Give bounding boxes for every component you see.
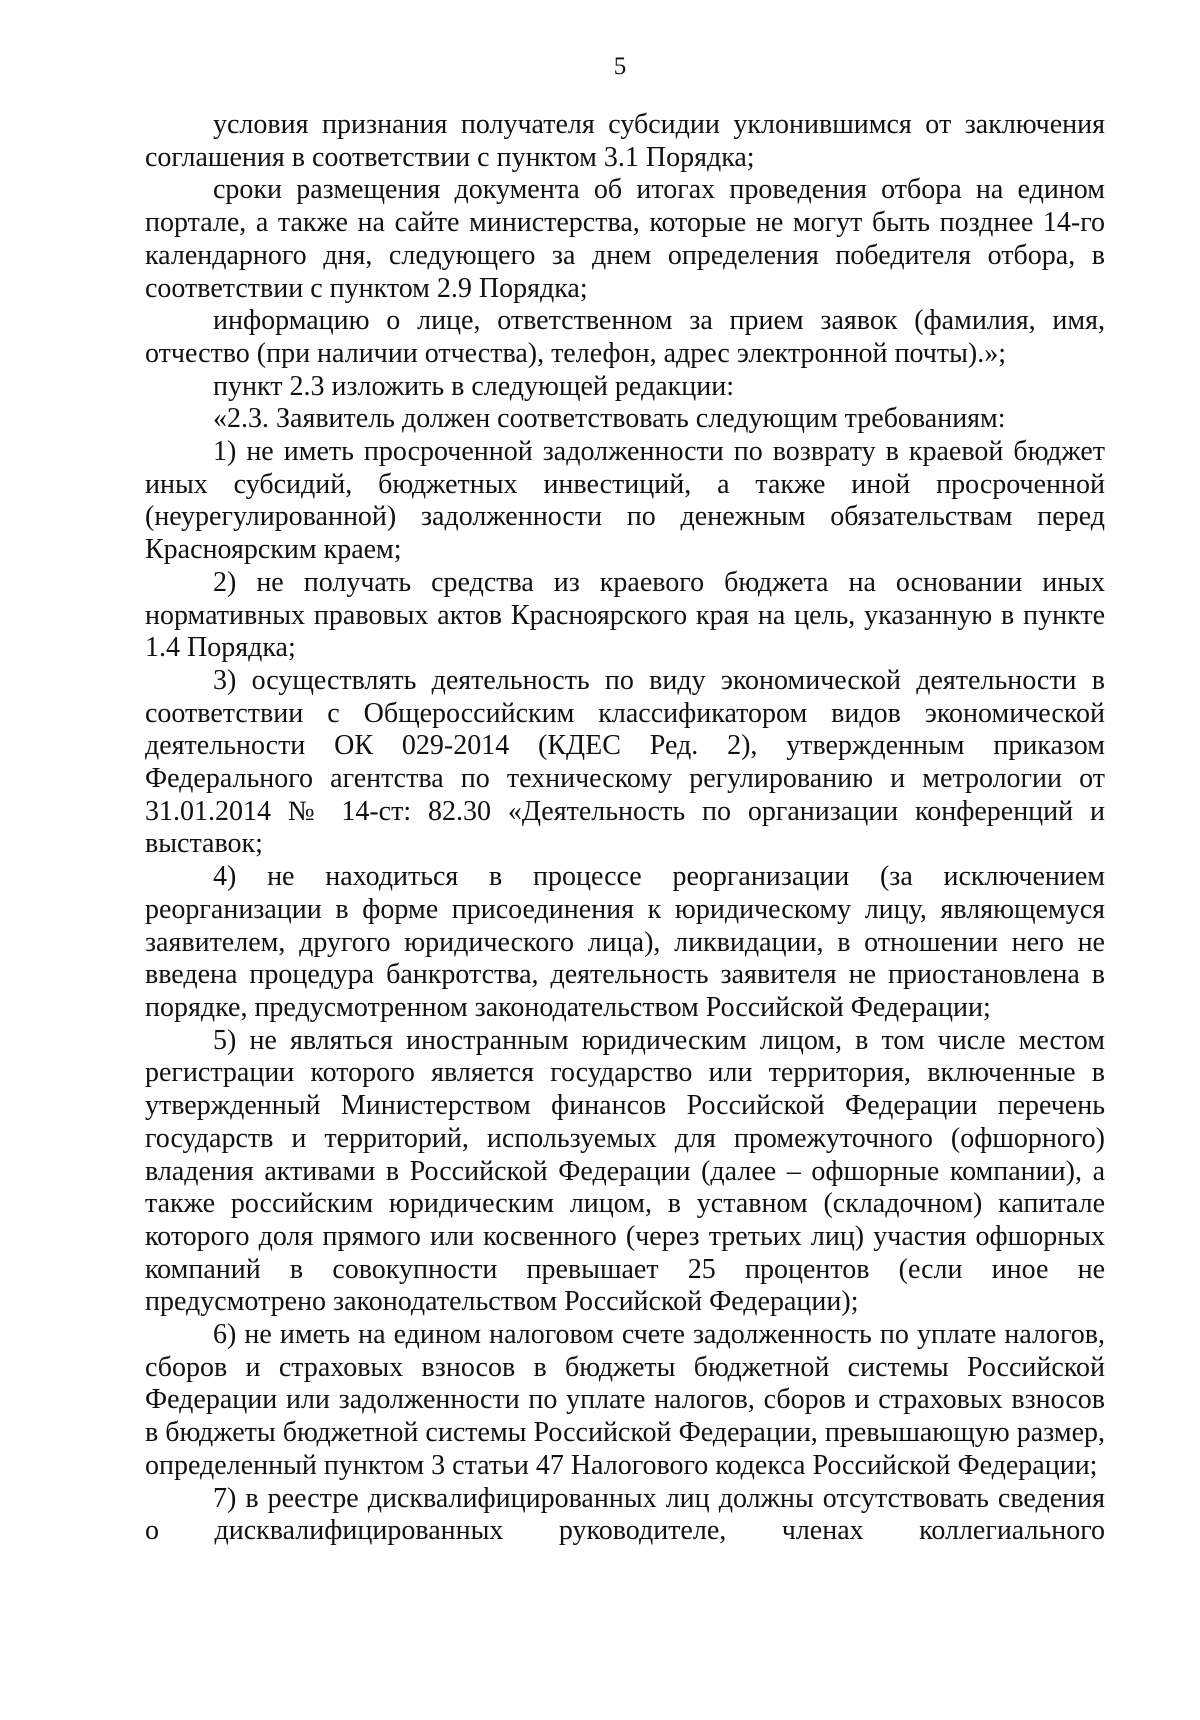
requirement-item-3: 3) осуществлять деятельность по виду экономической деятельности в соответствии с Общероссийским классификатором видов экономической деятельности ОК 029-2014 (КДЕС Ред. 2), утвержденным приказом Федерального агентства по техническому регулированию и метрологии от 31.01.2014 № 14-ст: 82.30 «Деятельность по организации конференций и выставок; <box>145 664 1105 860</box>
page-number: 5 <box>613 53 627 80</box>
paragraph-evasion-conditions: условия признания получателя субсидии уклонившимся от заключения соглашения в соответствии с пунктом 3.1 Порядка; <box>145 109 1105 173</box>
paragraph-requirements-heading: «2.3. Заявитель должен соответствовать следующим требованиям: <box>213 403 1006 435</box>
requirement-item-4: 4) не находиться в процессе реорганизации (за исключением реорганизации в форме присоединения к юридическому лицу, являющемуся заявителем, другого юридического лица), ликвидации, в отношении него не введена процедура банкротства, деятельность заявителя не приостановлена в порядке, предусмотренном законодательством Российской Федерации; <box>145 861 1105 1023</box>
requirement-item-7: 7) в реестре дисквалифицированных лиц должны отсутствовать сведения о дисквалифицированных руководителе, членах коллегиального <box>145 1482 1105 1547</box>
requirement-item-6: 6) не иметь на едином налоговом счете задолженность по уплате налогов, сборов и страховых взносов в бюджеты бюджетной системы Российской Федерации или задолженности по уплате налогов, сборов и страховых взносов в бюджеты бюджетной системы Российской Федерации, превышающую размер, определенный пунктом 3 статьи 47 Налогового кодекса Российской Федерации; <box>145 1319 1105 1481</box>
requirement-item-2: 2) не получать средства из краевого бюджета на основании иных нормативных правовых актов Красноярского края на цель, указанную в пункте 1.4 Порядка; <box>145 566 1105 664</box>
requirement-item-1: 1) не иметь просроченной задолженности по возврату в краевой бюджет иных субсидий, бюджетных инвестиций, а также иной просроченной (неурегулированной) задолженности по денежным обязательствам перед Красноярским краем; <box>145 436 1105 566</box>
paragraph-results-deadline: сроки размещения документа об итогах проведения отбора на едином портале, а также на сайте министерства, которые не могут быть позднее 14-го календарного дня, следующего за днем определения победителя отбора, в соответствии с пунктом 2.9 Порядка; <box>145 174 1105 304</box>
document-body <box>145 109 1105 1548</box>
paragraph-amendment-2-3: пункт 2.3 изложить в следующей редакции: <box>213 370 734 402</box>
paragraph-contact-person: информацию о лице, ответственном за прием заявок (фамилия, имя, отчество (при наличии отчества), телефон, адрес электронной почты).»; <box>145 305 1105 369</box>
requirement-item-5: 5) не являться иностранным юридическим лицом, в том числе местом регистрации которого является государство или территория, включенные в утвержденный Министерством финансов Российской Федерации перечень государств и территорий, используемых для промежуточного (офшорного) владения активами в Российской Федерации (далее – офшорные компании), а также российским юридическим лицом, в уставном (складочном) капитале которого доля прямого или косвенного (через третьих лиц) участия офшорных компаний в совокупности превышает 25 процентов (если иное не предусмотрено законодательством Российской Федерации); <box>145 1024 1105 1318</box>
